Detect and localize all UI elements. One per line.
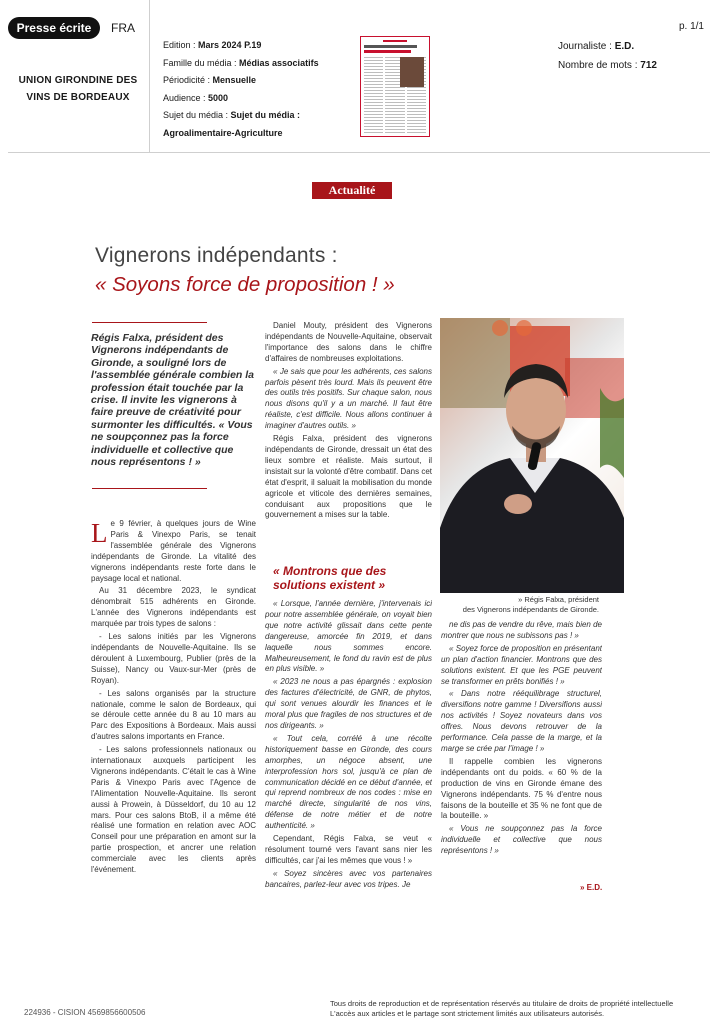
drop-cap: L — [91, 519, 108, 548]
portrait-illustration — [440, 318, 624, 593]
quote-paragraph: « Dans notre rééquilibrage structurel, diversifions notre gamme ! Diversifions aussi nos activités ! Soyez novateurs dans vos offres. Nous devons retrouver de la performance. Cela passe de la marge, et la marge se crée par l'image ! » — [441, 689, 602, 753]
client-name-line2: VINS DE BORDEAUX — [26, 92, 130, 103]
article-lead: Régis Falxa, président des Vignerons indépendants de Gironde, a souligné lors de l'assemblée générale combien la profession était touchée par la crise. Il invite les vignerons à faire preuve de créativité pour surmonter les difficultés. « Vous ne soupçonnez pas la force individuelle et collective que nous représentons ! » — [91, 332, 254, 469]
caption-line1: » Régis Falxa, président — [518, 595, 599, 604]
media-type-badge: Presse écrite — [8, 17, 100, 39]
paragraph: - Les salons professionnels nationaux ou internationaux auxquels participent les Vignerons indépendants. C'était le cas à Wine Paris & Vinexpo Paris avec l'Agence de l'Alimentation Nouvelle-Aquitaine. Ils seront aussi à Prowein, à Düsseldorf, du 10 au 12 mars. Pour ces salons BtoB, il a même été réalisé une formation en relation avec AOC Conseil pour une préparation en amont sur la partie prospection, et ancrer une relation commerciale avec les clients après l'événement. — [91, 745, 256, 875]
author-signature: » E.D. — [580, 883, 603, 892]
media-metadata — [163, 37, 319, 142]
quote-paragraph: « Je sais que pour les adhérents, ces salons parfois pèsent très lourd. Mais ils peuvent être des outils très positifs. Sur chaque salon, nous nous disons qu'il y a un marché. Il faut être réaliste, c'est difficile. Nous allons continuer à imaginer d'autres outils. » — [265, 366, 432, 431]
client-name-line1: UNION GIRONDINE DES — [18, 75, 138, 86]
article-column-2 — [265, 321, 432, 552]
language-label: FRA — [111, 21, 135, 35]
journalist-info — [558, 37, 657, 75]
paragraph: - Les salons organisés par la structure nationale, comme le salon de Bordeaux, qui se déroule cette année du 8 au 10 mars au Parc des Expositions à Bordeaux. Mais aussi d'autres salons importants en France. — [91, 688, 256, 742]
article-column-3 — [441, 620, 602, 865]
rights-notice — [330, 999, 710, 1019]
word-count-row: Nombre de mots : 712 — [558, 60, 657, 71]
meta-subject: Sujet du média : Sujet du média : — [163, 110, 301, 120]
article-photo — [440, 318, 624, 593]
quote-paragraph: « Tout cela, corrélé à une récolte historiquement basse en Gironde, des cours amorphes, un négoce absent, une interprofession hors sol, jusqu'à ce plan de communication décidé en ce début d'année, et qui reprend nombreux de nos codes : mise en marché directe, singularité de nos vins, défense de notre métier et de notre authenticité. » — [265, 733, 432, 831]
meta-family: Famille du média : Médias associatifs — [163, 57, 319, 68]
page-thumbnail[interactable] — [360, 36, 430, 137]
quote-paragraph: « Soyez force de proposition en présentant un plan d'action financier. Montrons que des solutions existent. Et que les PGE peuvent se transformer en prêts bonifiés ! » — [441, 643, 602, 686]
caption-line2: des Vignerons indépendants de Gironde. — [462, 605, 599, 614]
quote-paragraph: ne dis pas de vendre du rêve, mais bien de montrer que nous ne subissons pas ! » — [441, 620, 602, 640]
paragraph: Cependant, Régis Falxa, se veut « résolument tourné vers l'avant sans nier les difficultés, car j'ai les mêmes que vous ! » — [265, 834, 432, 865]
meta-periodicity: Périodicité : Mensuelle — [163, 75, 257, 85]
meta-subject-value: Agroalimentaire-Agriculture — [163, 127, 283, 138]
page-number: p. 1/1 — [678, 21, 704, 32]
paragraph: Le 9 février, à quelques jours de Wine Paris & Vinexpo Paris, se tenait l'assemblée générale des Vignerons indépendants de Gironde. La vitalité des vignerons indépendants reste forte dans le paysage local et national. — [91, 519, 256, 583]
article-column-2-continued — [265, 599, 432, 911]
rights-line2: L'accès aux articles et le partage sont strictement limités aux utilisateurs autorisés. — [330, 1009, 605, 1018]
chapo-rule-bottom — [92, 488, 207, 489]
paragraph: - Les salons initiés par les Vignerons indépendants de Nouvelle-Aquitaine. Ils se déroulent à Luxembourg, Publier (près de la Suisse), Nancy ou Vaux-sur-Mer (près de Royan). — [91, 632, 256, 685]
photo-caption — [441, 595, 599, 615]
meta-audience: Audience : 5000 — [163, 92, 229, 103]
paragraph: Daniel Mouty, président des Vignerons indépendants de Nouvelle-Aquitaine, observait l'importance des salons dans le chiffre d'affaires de nombreuses exploitations. — [265, 321, 432, 363]
quote-paragraph: « Vous ne soupçonnez pas la force individuelle et collective que nous représentons ! » — [441, 824, 602, 856]
document-id: 224936 - CISION 4569856600506 — [24, 1008, 146, 1017]
section-label: Actualité — [312, 182, 392, 199]
paragraph: Au 31 décembre 2023, le syndicat dénombrait 515 adhérents en Gironde. L'année des Vignerons indépendants est marquée par trois types de salons : — [91, 586, 256, 629]
intertitle: « Montrons que des solutions existent » — [273, 564, 387, 592]
rights-line1: Tous droits de reproduction et de représentation réservés au titulaire de droits de propriété intellectuelle — [330, 999, 674, 1008]
quote-paragraph: « Lorsque, l'année dernière, j'intervenais ici pour notre assemblée générale, on voyait bien que notre activité glissait dans cette pente dangereuse, amorcée fin 2019, et dans laquelle nous sommes encore. Malheureusement, le fond du ravin est de plus en plus visible. » — [265, 599, 432, 674]
chapo-rule-top — [92, 322, 207, 323]
paragraph: Il rappelle combien les vignerons indépendants ont du poids. « 60 % de la production de vins en Gironde émane des Vignerons indépendants. 75 % d'entre nous faisons de la bouteille et 35 % ne font que de la bouteille. » — [441, 756, 602, 821]
article-column-1 — [91, 519, 256, 911]
header-divider-vertical — [149, 0, 150, 152]
article-subtitle: « Soyons force de proposition ! » — [95, 273, 395, 296]
header-divider-horizontal — [8, 152, 710, 153]
article-title: Vignerons indépendants : — [95, 244, 338, 267]
paragraph: Régis Falxa, président des vignerons indépendants de Gironde, dressait un état des lieux sombre et réaliste. Mais surtout, il insistait sur la volonté d'être combatif. Dans cet état d'esprit, il saluait la mobilisation du monde agricole et viticole des dernières semaines, conduisant aux propositions que le gouvernement a mises sur la table. — [265, 434, 432, 520]
client-name — [8, 72, 148, 106]
quote-paragraph: « Soyez sincères avec vos partenaires bancaires, parlez-leur avec vos tripes. Je — [265, 868, 432, 889]
quote-paragraph: « 2023 ne nous a pas épargnés : explosion des factures d'électricité, de GNR, de phytos, qui sont venues alourdir les finances et le moral plus que fragiles de nos structures et de nos dirigeants. » — [265, 677, 432, 730]
meta-edition: Edition : Mars 2024 P.19 — [163, 40, 262, 50]
journalist-row: Journaliste : E.D. — [558, 41, 635, 52]
